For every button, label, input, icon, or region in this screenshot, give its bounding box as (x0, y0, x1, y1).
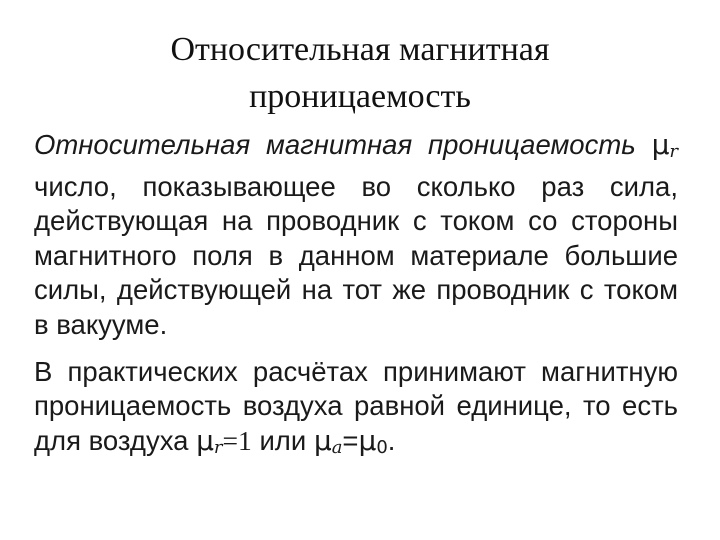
subscript-r: r (669, 141, 678, 162)
definition-paragraph (34, 128, 678, 343)
slide-title (60, 26, 660, 120)
definition-text: число, показывающее во сколько раз сила, действующая на проводник с током со стороны магнитного поля в данном материале большие силы, действующей на тот же проводник с током в вакууме. (34, 170, 678, 340)
equals-one: =1 (222, 424, 252, 456)
practice-paragraph (34, 355, 678, 466)
mu-symbol: μ (358, 423, 377, 457)
subscript-r: r (213, 436, 223, 458)
subscript-a: a (331, 436, 343, 458)
slide-body (34, 128, 678, 465)
term: Относительная магнитная проницаемость (34, 129, 636, 160)
title-line-2: проницаемость (249, 78, 471, 115)
subscript-zero: 0 (376, 436, 388, 458)
mu-symbol: μ (196, 423, 214, 457)
mu-symbol: μ (651, 128, 670, 161)
equals-sign: = (342, 424, 359, 456)
title-line-1: Относительная магнитная (170, 31, 550, 68)
period: . (387, 424, 396, 456)
or-word: или (259, 424, 307, 456)
mu-symbol: μ (313, 423, 332, 457)
practice-text: В практических расчётах принимают магнитную проницаемость воздуха равной единице, то есть для воздуха (34, 355, 678, 456)
